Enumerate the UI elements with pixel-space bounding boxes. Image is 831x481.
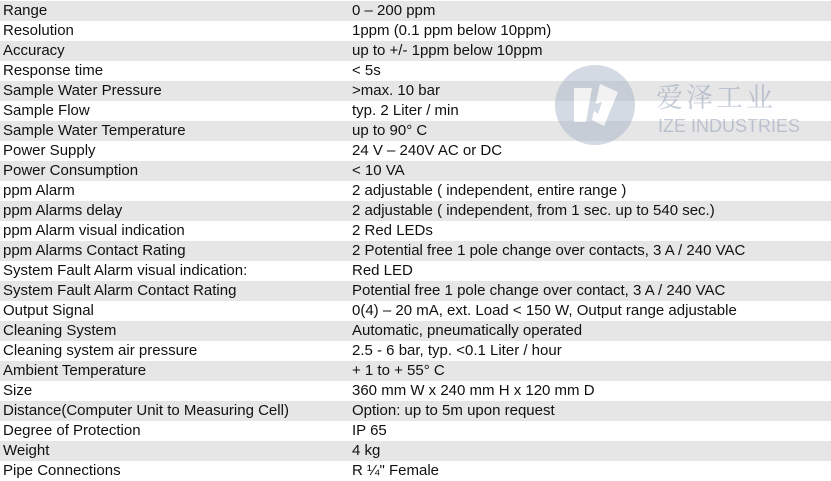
- spec-label: System Fault Alarm Contact Rating: [0, 281, 349, 301]
- spec-value: 2 Potential free 1 pole change over contacts, 3 A / 240 VAC: [349, 241, 831, 261]
- spec-value: typ. 2 Liter / min: [349, 101, 831, 121]
- spec-label: Pipe Connections: [0, 461, 349, 481]
- spec-row: [0, 421, 831, 441]
- spec-row: [0, 361, 831, 381]
- spec-label: Ambient Temperature: [0, 361, 349, 381]
- watermark-chinese-name: 爱泽工业: [656, 83, 776, 114]
- spec-value: Potential free 1 pole change over contact, 3 A / 240 VAC: [349, 281, 831, 301]
- spec-value: Automatic, pneumatically operated: [349, 321, 831, 341]
- spec-label: Sample Water Pressure: [0, 81, 349, 101]
- spec-row: [0, 221, 831, 241]
- spec-value: IP 65: [349, 421, 831, 441]
- spec-label: Size: [0, 381, 349, 401]
- spec-label: Power Supply: [0, 141, 349, 161]
- spec-value: 2.5 - 6 bar, typ. <0.1 Liter / hour: [349, 341, 831, 361]
- spec-row: [0, 241, 831, 261]
- spec-value: Option: up to 5m upon request: [349, 401, 831, 421]
- spec-row: [0, 281, 831, 301]
- spec-value: 2 adjustable ( independent, from 1 sec. up to 540 sec.): [349, 201, 831, 221]
- spec-row: [0, 21, 831, 41]
- spec-row: [0, 161, 831, 181]
- spec-value: 24 V – 240V AC or DC: [349, 141, 831, 161]
- spec-row: [0, 321, 831, 341]
- watermark-english-name: IZE INDUSTRIES: [658, 116, 801, 136]
- spec-value: 2 Red LEDs: [349, 221, 831, 241]
- spec-label: Sample Water Temperature: [0, 121, 349, 141]
- spec-label: Output Signal: [0, 301, 349, 321]
- spec-label: Resolution: [0, 21, 349, 41]
- spec-value: R ¼" Female: [349, 461, 831, 481]
- spec-label: Degree of Protection: [0, 421, 349, 441]
- spec-row: [0, 41, 831, 61]
- spec-label: ppm Alarm visual indication: [0, 221, 349, 241]
- spec-label: Cleaning System: [0, 321, 349, 341]
- spec-table-body: [0, 1, 831, 481]
- spec-value: < 10 VA: [349, 161, 831, 181]
- spec-value: up to +/- 1ppm below 10ppm: [349, 41, 831, 61]
- spec-value: + 1 to + 55° C: [349, 361, 831, 381]
- spec-row: [0, 81, 831, 101]
- spec-value: >max. 10 bar: [349, 81, 831, 101]
- spec-value: 1ppm (0.1 ppm below 10ppm): [349, 21, 831, 41]
- spec-label: ppm Alarms Contact Rating: [0, 241, 349, 261]
- spec-row: [0, 101, 831, 121]
- spec-row: [0, 381, 831, 401]
- spec-row: [0, 401, 831, 421]
- spec-label: Cleaning system air pressure: [0, 341, 349, 361]
- spec-label: ppm Alarm: [0, 181, 349, 201]
- spec-value: 360 mm W x 240 mm H x 120 mm D: [349, 381, 831, 401]
- spec-label: System Fault Alarm visual indication:: [0, 261, 349, 281]
- spec-label: Accuracy: [0, 41, 349, 61]
- spec-value: 0(4) – 20 mA, ext. Load < 150 W, Output range adjustable: [349, 301, 831, 321]
- spec-row: [0, 341, 831, 361]
- spec-label: Distance(Computer Unit to Measuring Cell): [0, 401, 349, 421]
- spec-row: [0, 441, 831, 461]
- spec-label: Power Consumption: [0, 161, 349, 181]
- spec-row: [0, 141, 831, 161]
- spec-row: [0, 1, 831, 21]
- spec-value: up to 90° C: [349, 121, 831, 141]
- spec-row: [0, 461, 831, 481]
- spec-label: ppm Alarms delay: [0, 201, 349, 221]
- spec-value: 0 – 200 ppm: [349, 1, 831, 21]
- spec-row: [0, 121, 831, 141]
- spec-label: Sample Flow: [0, 101, 349, 121]
- spec-value: 2 adjustable ( independent, entire range ): [349, 181, 831, 201]
- spec-table: [0, 1, 831, 481]
- spec-row: [0, 61, 831, 81]
- spec-row: [0, 261, 831, 281]
- spec-value: < 5s: [349, 61, 831, 81]
- spec-row: [0, 201, 831, 221]
- spec-row: [0, 181, 831, 201]
- spec-row: [0, 301, 831, 321]
- spec-value: 4 kg: [349, 441, 831, 461]
- spec-label: Weight: [0, 441, 349, 461]
- spec-label: Response time: [0, 61, 349, 81]
- spec-value: Red LED: [349, 261, 831, 281]
- spec-label: Range: [0, 1, 349, 21]
